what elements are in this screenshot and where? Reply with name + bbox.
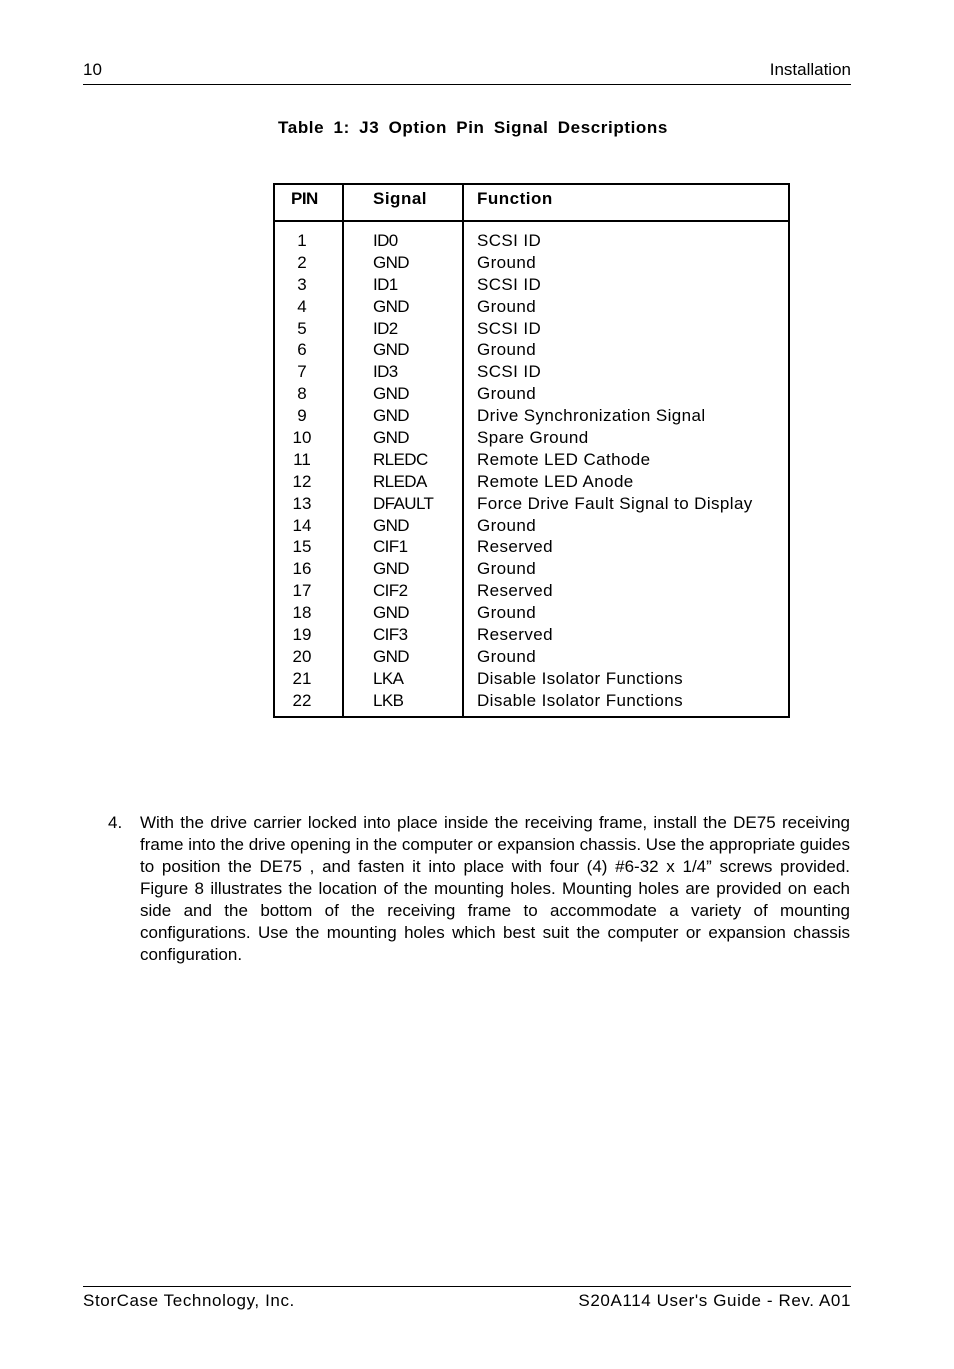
table-row [275,296,788,318]
column-header-pin: PIN [291,189,318,208]
step-text: With the drive carrier locked into place inside the receiving frame, install the DE75 receiving frame into the drive opening in the computer or expansion chassis. Use the appropriate guides to position the DE75 , and fasten it into place with four (4) #6-32 x 1/4” screws provided. Figure 8 illustrates the location of the mounting holes. Mounting holes are provided on each side and the bottom of the receiving frame to accommodate a variety of mounting configurations. Use the mounting holes which best suit the computer or expansion chassis configuration. [140,813,850,964]
step-number: 4. [108,813,123,832]
pin-cell: 13 [292,493,312,513]
table-caption: Table 1: J3 Option Pin Signal Descriptions [278,118,668,137]
function-cell: SCSI ID [477,274,542,294]
function-cell: Reserved [477,625,553,645]
table-row [275,580,788,602]
signal-cell: GND [373,384,409,404]
table-row [275,624,788,646]
signal-cell: GND [373,603,409,623]
pin-cell: 4 [297,296,307,316]
footer-document-title: S20A114 User's Guide - Rev. A01 [578,1291,851,1310]
pin-cell: 19 [292,625,312,645]
table-row [275,602,788,624]
footer-company: StorCase Technology, Inc. [83,1291,295,1310]
pin-cell: 2 [297,252,307,272]
section-title: Installation [769,60,851,79]
function-cell: Ground [477,559,537,579]
pin-cell: 3 [297,274,307,294]
signal-cell: LKB [373,690,404,710]
signal-cell: GND [373,646,409,666]
function-cell: Ground [477,340,537,360]
pin-cell: 6 [297,340,307,360]
function-cell: Remote LED Anode [477,471,634,491]
signal-cell: GND [373,515,409,535]
signal-cell: GND [373,252,409,272]
pin-cell: 15 [292,537,312,557]
signal-cell: GND [373,406,409,426]
pin-cell: 12 [292,471,312,491]
signal-cell: ID2 [373,318,398,338]
pin-cell: 14 [292,515,312,535]
table-row [275,339,788,361]
signal-cell: CIF1 [373,537,408,557]
page-footer [83,1286,851,1310]
pin-cell: 9 [297,406,307,426]
column-header-signal: Signal [373,189,428,208]
pin-cell: 21 [292,668,312,688]
signal-cell: ID3 [373,362,398,382]
column-header-function: Function [477,189,553,208]
function-cell: Remote LED Cathode [477,449,651,469]
page-header [83,60,851,85]
table-row [275,471,788,493]
signal-cell: DFAULT [373,493,434,513]
pin-cell: 7 [297,362,307,382]
table-row [275,361,788,383]
function-cell: Reserved [477,537,553,557]
table-row [275,493,788,515]
function-cell: SCSI ID [477,362,542,382]
table-row [275,427,788,449]
table-row [275,383,788,405]
table-row [275,515,788,537]
function-cell: Drive Synchronization Signal [477,406,706,426]
signal-cell: RLEDA [373,471,427,491]
function-cell: Ground [477,646,537,666]
table-row [275,536,788,558]
table-row [275,405,788,427]
table-row [275,318,788,340]
pin-signal-table [273,183,790,718]
pin-cell: 5 [297,318,307,338]
signal-cell: LKA [373,668,404,688]
pin-cell: 11 [293,449,311,469]
signal-cell: GND [373,559,409,579]
function-cell: Ground [477,296,537,316]
table-row [275,230,788,252]
table-row [275,252,788,274]
table-row [275,646,788,668]
signal-cell: ID0 [373,231,398,250]
function-cell: Force Drive Fault Signal to Display [477,493,753,513]
function-cell: Reserved [477,581,553,601]
signal-cell: GND [373,296,409,316]
pin-cell: 17 [292,581,312,601]
table-row [275,668,788,690]
function-cell: Ground [477,603,537,623]
pin-cell: 16 [292,559,312,579]
page-number: 10 [83,60,102,79]
function-cell: Ground [477,252,537,272]
function-cell: Ground [477,384,537,404]
table-row [275,558,788,580]
signal-cell: CIF3 [373,625,408,645]
pin-cell: 10 [292,428,312,448]
pin-cell: 8 [297,384,307,404]
table-body [275,230,788,712]
signal-cell: GND [373,340,409,360]
function-cell: SCSI ID [477,318,542,338]
function-cell: Disable Isolator Functions [477,668,683,688]
signal-cell: RLEDC [373,449,428,469]
pin-cell: 20 [292,646,312,666]
function-cell: Disable Isolator Functions [477,690,683,710]
pin-cell: 22 [292,690,312,710]
pin-cell: 1 [297,231,307,250]
header-rule [275,220,788,222]
signal-cell: ID1 [373,274,398,294]
table-row [275,274,788,296]
pin-cell: 18 [292,603,312,623]
function-cell: Ground [477,515,537,535]
table-row [275,449,788,471]
table-row [275,690,788,712]
signal-cell: GND [373,428,409,448]
signal-cell: CIF2 [373,581,408,601]
function-cell: Spare Ground [477,428,589,448]
function-cell: SCSI ID [477,231,542,250]
